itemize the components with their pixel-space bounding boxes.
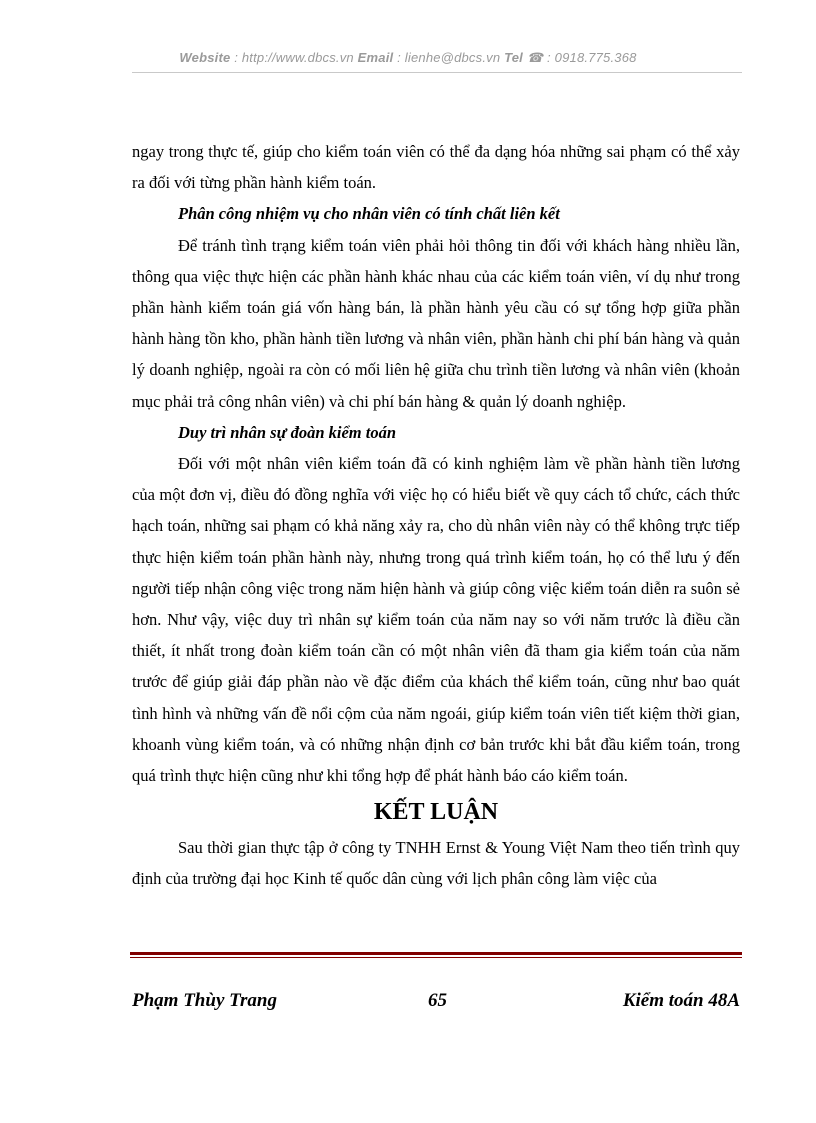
email-label: Email — [357, 50, 394, 65]
section-heading-maintain-team: Duy trì nhân sự đoàn kiểm toán — [178, 422, 397, 442]
website-url[interactable]: : http://www.dbcs.vn — [230, 50, 358, 65]
page-header — [0, 50, 816, 66]
conclusion-title: KẾT LUẬN — [373, 799, 499, 826]
section-heading-task-assignment: Phân công nhiệm vụ cho nhân viên có tính chất liên kết — [178, 204, 560, 224]
phone-icon: ☎ — [526, 50, 544, 65]
header-divider — [132, 72, 742, 73]
paragraph-maintain-team: Đối với một nhân viên kiểm toán đã có kinh nghiệm làm về phần hành tiền lương của một đơn vị, điều đó đồng nghĩa với việc họ có hiểu biết về quy cách tổ chức, cách thức hạch toán, những sai phạm có khả năng xảy ra, cho dù nhân viên này có thể không trực tiếp thực hiện kiểm toán phần hành này, nhưng trong quá trình kiểm toán, họ có thể lưu ý đến người tiếp nhận công việc trong năm hiện hành và giúp công việc kiểm toán diễn ra suôn sẻ hơn. Như vậy, việc duy trì nhân sự kiểm toán của năm nay so với năm trước là điều cần thiết, ít nhất trong đoàn kiểm toán cần có một nhân viên đã tham gia kiểm toán của năm trước để giúp giải đáp phần nào về đặc điểm của khách thể kiểm toán, cũng như bao quát tình hình và những vấn đề nổi cộm của năm ngoái, giúp kiểm toán viên tiết kiệm thời gian, khoanh vùng kiểm toán, và có những nhận định cơ bản trước khi bắt đầu kiểm toán, trong quá trình thực hiện cũng như khi tổng hợp để phát hành báo cáo kiểm toán. — [132, 454, 740, 786]
footer-author: Phạm Thùy Trang — [132, 990, 277, 1011]
paragraph-conclusion: Sau thời gian thực tập ở công ty TNHH Ernst & Young Việt Nam theo tiến trình quy định của trường đại học Kinh tế quốc dân cùng với lịch phân công làm việc của — [132, 838, 740, 889]
footer-rule-thin — [130, 957, 742, 958]
page-number: 65 — [428, 990, 447, 1011]
paragraph-task-assignment: Để tránh tình trạng kiểm toán viên phải hỏi thông tin đối với khách hàng nhiều lần, thông qua việc thực hiện các phần hành khác nhau của các kiểm toán viên, ví dụ như trong phần hành kiểm toán giá vốn hàng bán, là phần hành yêu cầu có sự tổng hợp giữa phần hành hàng tồn kho, phần hành tiền lương và nhân viên, phần hành chi phí bán hàng và quản lý doanh nghiệp, ngoài ra còn có mối liên hệ giữa chu trình tiền lương và nhân viên (khoản mục phải trả công nhân viên) và chi phí bán hàng & quản lý doanh nghiệp. — [132, 235, 740, 411]
tel-label: Tel — [504, 50, 523, 65]
document-body — [132, 136, 740, 895]
footer-rule-thick — [130, 952, 742, 955]
website-label: Website — [179, 50, 231, 65]
email-address[interactable]: : lienhe@dbcs.vn — [393, 50, 505, 65]
phone-number: : 0918.775.368 — [547, 50, 637, 65]
page-footer — [132, 990, 740, 1012]
footer-class: Kiểm toán 48A — [622, 990, 740, 1011]
paragraph-continuation: ngay trong thực tế, giúp cho kiểm toán viên có thể đa dạng hóa những sai phạm có thể xảy ra đối với từng phần hành kiểm toán. — [132, 142, 740, 193]
